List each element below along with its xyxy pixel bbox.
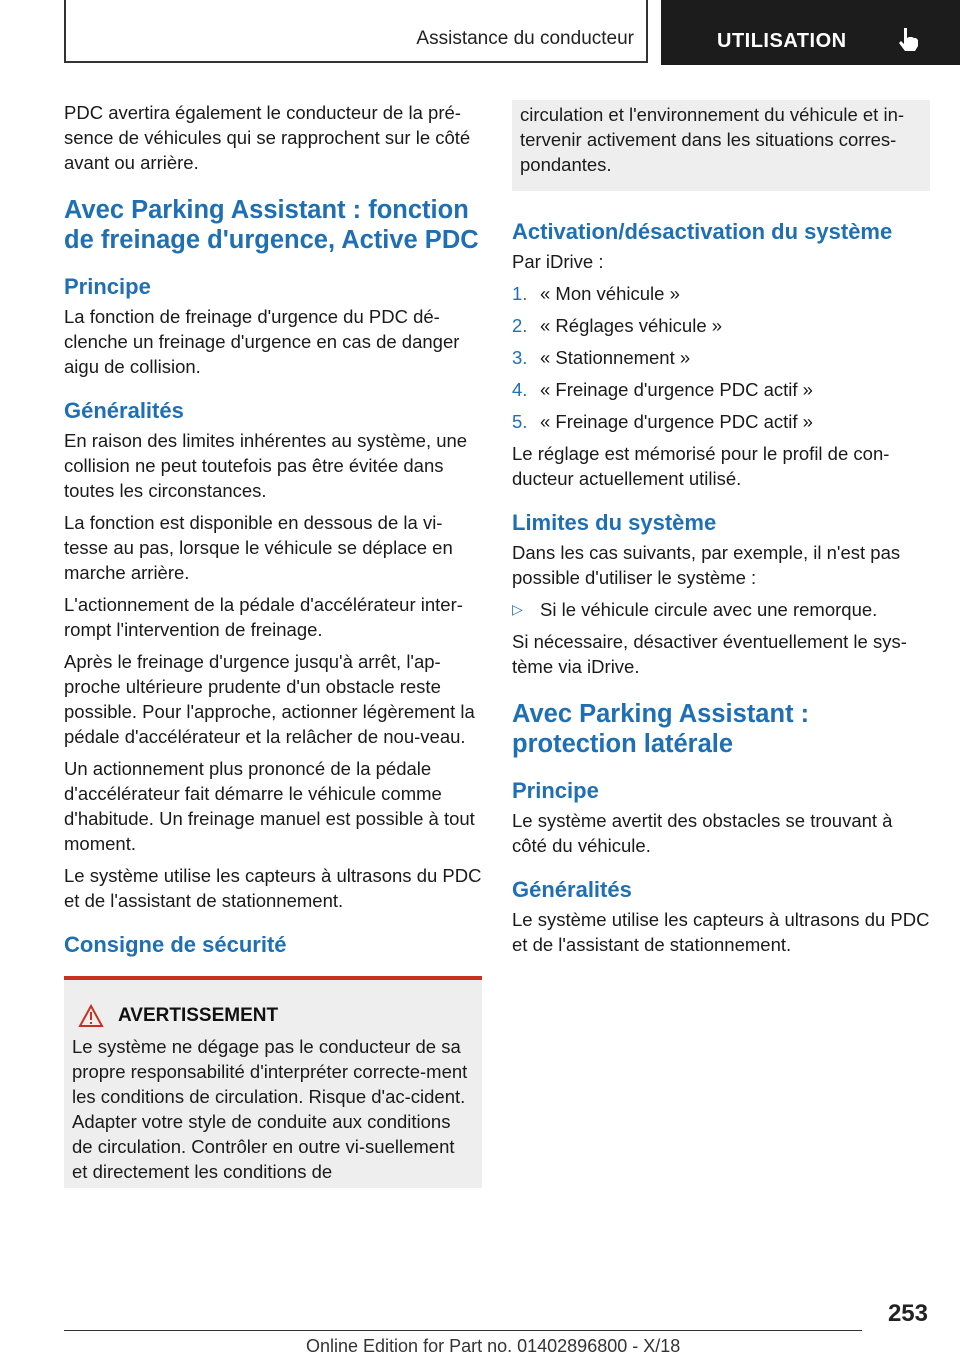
warning-title: AVERTISSEMENT xyxy=(118,1005,279,1026)
page-number: 253 xyxy=(887,1300,928,1327)
limites-note: Si nécessaire, désactiver éventuellement le sys-tème via iDrive. xyxy=(512,631,907,677)
activation-intro: Par iDrive : xyxy=(512,251,604,272)
triangle-bullet-icon: ▷ xyxy=(512,601,523,617)
section-title-emergency-brake: Avec Parking Assistant : fonction de freinage d'urgence, Active PDC xyxy=(64,196,479,254)
step-number: 4. xyxy=(512,379,528,400)
warning-box-continued xyxy=(512,100,930,191)
subsection-principe: Principe xyxy=(64,274,151,299)
generalites2-paragraph: Le système utilise les capteurs à ultrasons du PDC et de l'assistant de stationnement. xyxy=(512,909,930,955)
footer-edition: Online Edition for Part no. 01402896800 - X/18 xyxy=(306,1336,681,1356)
generalites-paragraph: Un actionnement plus prononcé de la pédale d'accélérateur fait démarre le véhicule comme d'habitude. Un freinage manuel est possible à tout moment. xyxy=(64,758,475,854)
hand-pointer-icon xyxy=(895,26,921,52)
step-text: « Stationnement » xyxy=(540,347,691,368)
principe2-paragraph: Le système avertit des obstacles se trouvant à côté du véhicule. xyxy=(512,810,893,856)
chapter-title: UTILISATION xyxy=(717,30,847,52)
subsection-generalites: Généralités xyxy=(64,398,184,423)
limites-bullets xyxy=(512,597,930,622)
step-text: « Mon véhicule » xyxy=(540,283,680,304)
limites-paragraph: Dans les cas suivants, par exemple, il n'est pas possible d'utiliser le système : xyxy=(512,542,901,588)
footer-divider xyxy=(64,1330,862,1331)
subsection-principe-2: Principe xyxy=(512,778,599,803)
activation-note: Le réglage est mémorisé pour le profil de con-ducteur actuellement utilisé. xyxy=(512,443,890,489)
chapter-tab xyxy=(661,0,960,65)
header-frame xyxy=(64,0,648,63)
warning-text-continued: circulation et l'environnement du véhicule et in-tervenir activement dans les situations corres-pondantes. xyxy=(520,104,905,175)
warning-triangle-icon xyxy=(78,1004,104,1028)
step-number: 3. xyxy=(512,347,528,368)
subsection-consigne: Consigne de sécurité xyxy=(64,932,287,957)
step-text: « Réglages véhicule » xyxy=(540,315,723,336)
generalites-paragraph: En raison des limites inhérentes au système, une collision ne peut toutefois pas être évitée dans toutes les circonstances. xyxy=(64,430,468,501)
bullet-text: Si le véhicule circule avec une remorque. xyxy=(540,599,878,620)
generalites-paragraph: La fonction est disponible en dessous de la vi-tesse au pas, lorsque le véhicule se déplace en marche arrière. xyxy=(64,512,453,583)
list-item xyxy=(512,597,930,622)
step-number: 5. xyxy=(512,411,528,432)
header-section-title: Assistance du conducteur xyxy=(416,28,634,49)
principe-paragraph: La fonction de freinage d'urgence du PDC dé-clenche un freinage d'urgence en cas de danger aigu de collision. xyxy=(64,306,460,377)
step-number: 2. xyxy=(512,315,528,336)
generalites-paragraph: Après le freinage d'urgence jusqu'à arrêt, l'ap-proche ultérieure prudente d'un obstacle reste possible. Pour l'approche, actionner légèrement la pédale d'accélérateur et la relâcher de nou-veau. xyxy=(64,651,475,747)
section-title-side-protection: Avec Parking Assistant : protection latérale xyxy=(512,700,810,758)
list-item xyxy=(512,377,930,402)
generalites-paragraph: Le système utilise les capteurs à ultrasons du PDC et de l'assistant de stationnement. xyxy=(64,865,482,911)
subsection-activation: Activation/désactivation du système xyxy=(512,219,893,244)
step-number: 1. xyxy=(512,283,528,304)
list-item xyxy=(512,409,930,434)
right-column xyxy=(512,100,930,964)
warning-header xyxy=(72,1004,474,1028)
intro-paragraph: PDC avertira également le conducteur de la pré-sence de véhicules qui se rapprochent sur le côté avant ou arrière. xyxy=(64,102,471,173)
list-item xyxy=(512,281,930,306)
subsection-limites: Limites du système xyxy=(512,510,717,535)
generalites-paragraph: L'actionnement de la pédale d'accélérateur inter-rompt l'intervention de freinage. xyxy=(64,594,463,640)
list-item xyxy=(512,345,930,370)
step-text: « Freinage d'urgence PDC actif » xyxy=(540,379,813,400)
warning-text: Le système ne dégage pas le conducteur de sa propre responsabilité d'interpréter correcte-ment les conditions de circulation. Risque d'ac-cident. Adapter votre style de conduite aux conditions de circulation. Contrôler en outre vi-suellement et directement les conditions de xyxy=(72,1036,468,1182)
subsection-generalites-2: Généralités xyxy=(512,877,632,902)
step-text: « Freinage d'urgence PDC actif » xyxy=(540,411,813,432)
list-item xyxy=(512,313,930,338)
left-column xyxy=(64,100,482,1188)
warning-box xyxy=(64,976,482,1188)
activation-steps xyxy=(512,281,930,434)
